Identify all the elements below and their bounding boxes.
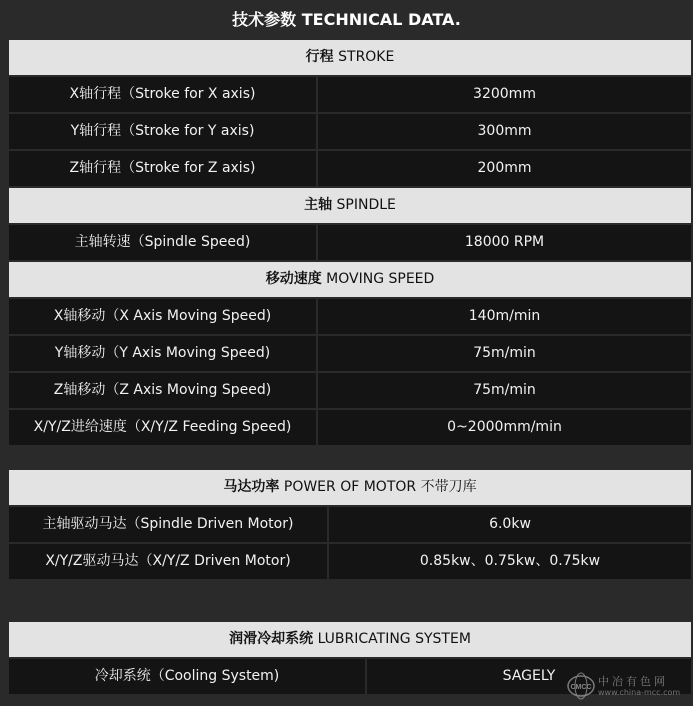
section-header-row bbox=[8, 261, 692, 298]
row-value: 300mm bbox=[317, 113, 692, 150]
section-header-cn: 润滑冷却系统 bbox=[229, 631, 314, 647]
row-value: 75m/min bbox=[317, 372, 692, 409]
section-header-moving-speed bbox=[8, 261, 692, 298]
row-value: 140m/min bbox=[317, 298, 692, 335]
table-row bbox=[8, 506, 692, 543]
watermark-name: 中冶有色网 bbox=[598, 675, 668, 688]
row-value: 18000 RPM bbox=[317, 224, 692, 261]
table-row bbox=[8, 335, 692, 372]
page-title: 技术参数 TECHNICAL DATA. bbox=[232, 10, 461, 29]
section-header-cn: 移动速度 bbox=[265, 271, 322, 287]
logo-text: CMCC bbox=[570, 684, 592, 691]
section-header-lubricating bbox=[8, 621, 692, 658]
row-label: X轴行程（Stroke for X axis) bbox=[8, 76, 317, 113]
section-header-en: MOVING SPEED bbox=[326, 271, 435, 287]
row-label: Z轴移动（Z Axis Moving Speed) bbox=[8, 372, 317, 409]
table-row bbox=[8, 298, 692, 335]
section-header-cn: 马达功率 bbox=[223, 479, 280, 495]
section-header-spindle bbox=[8, 187, 692, 224]
row-label: Y轴移动（Y Axis Moving Speed) bbox=[8, 335, 317, 372]
row-label: Z轴行程（Stroke for Z axis) bbox=[8, 150, 317, 187]
row-value: 0~2000mm/min bbox=[317, 409, 692, 446]
row-value: SAGELY bbox=[366, 658, 692, 695]
row-label: 主轴转速（Spindle Speed) bbox=[8, 224, 317, 261]
table-row bbox=[8, 113, 692, 150]
row-value: 75m/min bbox=[317, 335, 692, 372]
row-value: 3200mm bbox=[317, 76, 692, 113]
row-label: X/Y/Z进给速度（X/Y/Z Feeding Speed) bbox=[8, 409, 317, 446]
section-header-row bbox=[8, 187, 692, 224]
section-header-row bbox=[8, 469, 692, 506]
table-row bbox=[8, 543, 692, 580]
section-header-cn: 主轴 bbox=[304, 197, 333, 213]
row-label: 冷却系统（Cooling System) bbox=[8, 658, 366, 695]
section-header-en: STROKE bbox=[338, 49, 395, 65]
row-label: 主轴驱动马达（Spindle Driven Motor) bbox=[8, 506, 328, 543]
table-row bbox=[8, 76, 692, 113]
section-header-en: LUBRICATING SYSTEM bbox=[317, 631, 471, 647]
section-header-en: POWER OF MOTOR 不带刀库 bbox=[283, 479, 477, 495]
section-header-stroke bbox=[8, 39, 692, 76]
row-value: 0.85kw、0.75kw、0.75kw bbox=[328, 543, 692, 580]
row-value: 6.0kw bbox=[328, 506, 692, 543]
section-header-row bbox=[8, 621, 692, 658]
watermark-url: www.china-mcc.com bbox=[598, 688, 681, 697]
section-header-row bbox=[8, 39, 692, 76]
section-header-cn: 行程 bbox=[305, 49, 334, 65]
row-label: X/Y/Z驱动马达（X/Y/Z Driven Motor) bbox=[8, 543, 328, 580]
row-label: X轴移动（X Axis Moving Speed) bbox=[8, 298, 317, 335]
table-row bbox=[8, 224, 692, 261]
section-header-motor bbox=[8, 469, 692, 506]
table-row bbox=[8, 372, 692, 409]
table-row bbox=[8, 409, 692, 446]
technical-data-table bbox=[7, 38, 693, 447]
row-value: 200mm bbox=[317, 150, 692, 187]
table-row bbox=[8, 150, 692, 187]
section-header-en: SPINDLE bbox=[336, 197, 396, 213]
row-label: Y轴行程（Stroke for Y axis) bbox=[8, 113, 317, 150]
watermark bbox=[567, 670, 685, 702]
cmcc-logo-icon bbox=[567, 672, 595, 700]
motor-power-table bbox=[7, 468, 693, 581]
